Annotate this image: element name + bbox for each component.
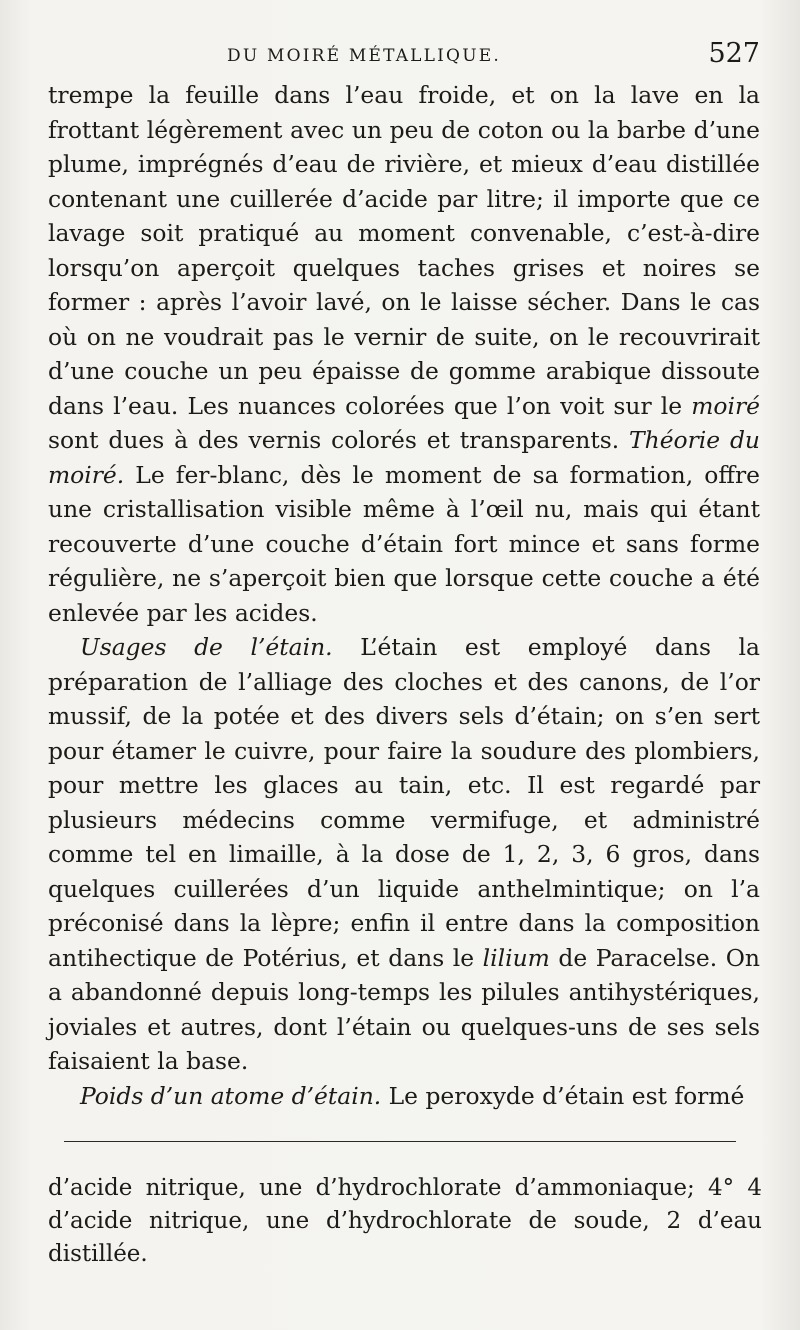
italic-term-lilium: lilium [482, 943, 550, 972]
text-run: Le peroxyde d’étain est formé [381, 1081, 745, 1110]
italic-heading-theorie: Théorie du moiré. [48, 426, 760, 489]
text-run: sont dues à des vernis colorés et transparents. [48, 426, 630, 454]
footnote-rule [64, 1141, 736, 1142]
body-text [48, 78, 760, 1113]
paragraph-usages [48, 630, 760, 1079]
text-run: de Paracelse. On a abandonné depuis long-temps les pilules antihystériques, joviales et autres, dont l’étain ou quelques-uns de ses sels faisaient la base. [48, 943, 760, 1075]
paragraph-poids [48, 1079, 760, 1114]
running-title: DU MOIRÉ MÉTALLIQUE. [227, 46, 501, 66]
italic-heading-usages: Usages de l’étain. [80, 633, 333, 661]
paragraph-moire-process [48, 78, 760, 630]
italic-heading-poids: Poids d’un atome d’étain. [80, 1081, 382, 1110]
footnote: d’acide nitrique, une d’hydrochlorate d’ammoniaque; 4° 4 d’acide nitrique, une d’hydrochlorate de soude, 2 d’eau distillée. [48, 1175, 762, 1267]
text-run: L’étain est employé dans la préparation de l’alliage des cloches et des canons, de l’or mussif, de la potée et des divers sels d’étain; on s’en sert pour étamer le cuivre, pour faire la soudure des plombiers, pour mettre les glaces au tain, etc. Il est regardé par plusieurs médecins comme vermifuge, et administré comme tel en limaille, à la dose de 1, 2, 3, 6 gros, dans quelques cuillerées d’un liquide anthelmintique; on l’a préconisé dans la lèpre; enfin il entre dans la composition antihectique de Potérius, et dans le [48, 633, 760, 972]
page-number: 527 [708, 38, 760, 69]
italic-term-moire: moiré [691, 391, 760, 420]
text-run: Le fer-blanc, dès le moment de sa formation, offre une cristallisation visible même à l’œil nu, mais qui étant recouverte d’une couche d’étain fort mince et sans forme régulière, ne s’aperçoit bien que lorsque cette couche a été enlevée par les acides. [48, 460, 760, 627]
running-head [48, 38, 760, 78]
text-run: trempe la feuille dans l’eau froide, et on la lave en la frottant légèrement avec un peu de coton ou la barbe d’une plume, imprégnés d’eau de rivière, et mieux d’eau distillée contenant une cuillerée d’acide par litre; il importe que ce lavage soit pratiqué au moment convenable, c’est-à-dire lorsqu’on aperçoit quelques taches grises et noires se former : après l’avoir lavé, on le laisse sécher. Dans le cas où on ne voudrait pas le vernir de suite, on le recouvrirait d’une couche un peu épaisse de gomme arabique dissoute dans l’eau. Les nuances colorées que l’on voit sur le [48, 81, 760, 420]
